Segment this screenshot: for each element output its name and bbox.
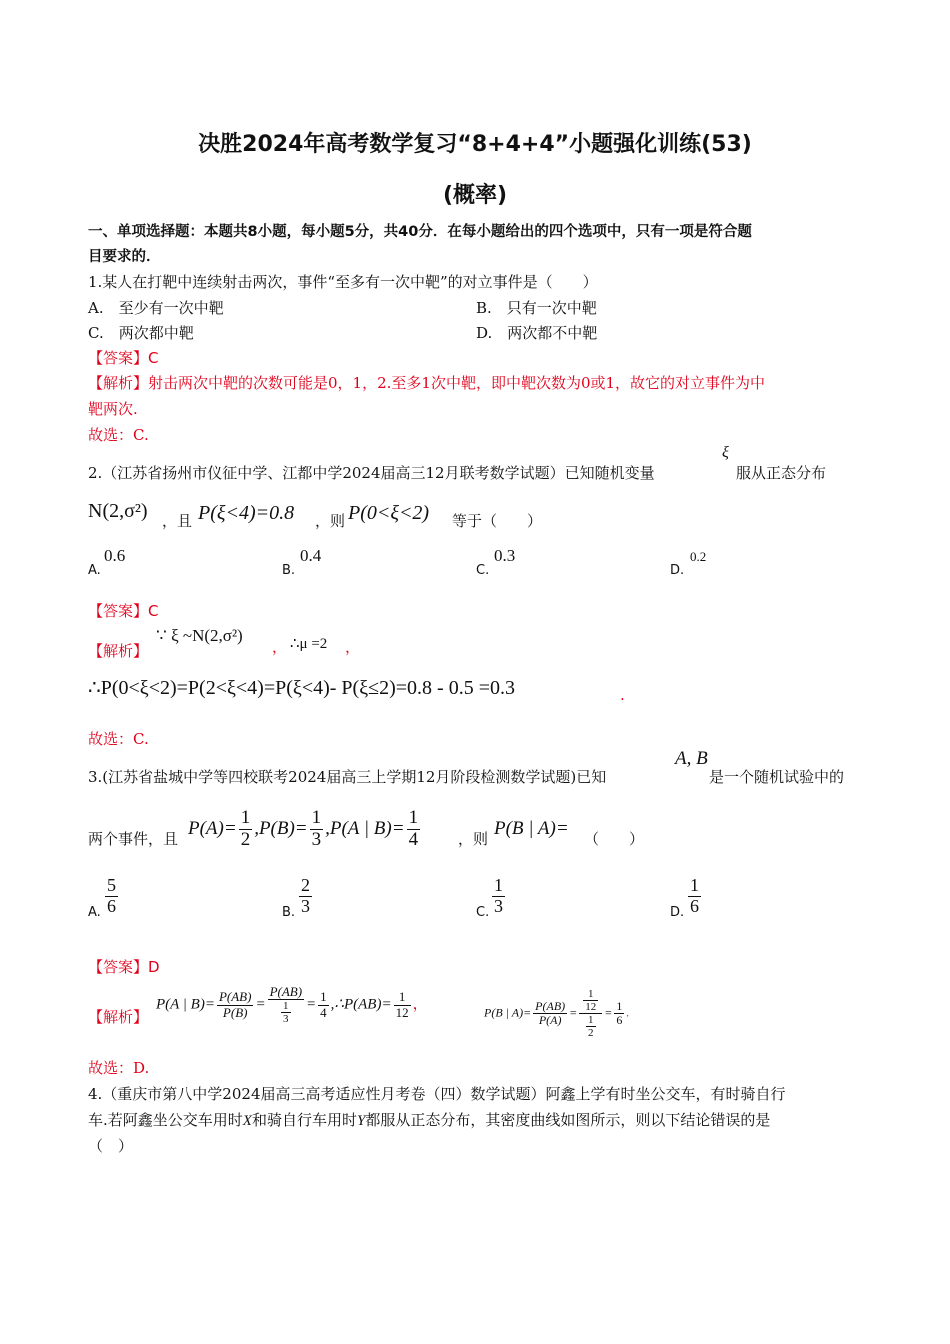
q1-choose: 故选：C. xyxy=(88,426,149,444)
an-frac4 xyxy=(394,990,411,1020)
frac-num: 2 xyxy=(301,875,310,895)
q3-given xyxy=(188,808,422,851)
an-so: ,∴P(AB)= xyxy=(330,996,392,1013)
frac-num: P(AB) xyxy=(218,989,252,1005)
q3-paren: （ ） xyxy=(584,830,645,848)
q2-opt-c-value: 0.3 xyxy=(494,546,516,565)
frac-num xyxy=(579,988,602,1014)
q2-answer xyxy=(88,600,159,621)
q3-choose: 故选：D. xyxy=(88,1059,150,1077)
an2-eq2: = xyxy=(604,1005,613,1020)
page-title: 决胜2024年高考数学复习“8+4+4”小题强化训练(53) xyxy=(198,132,752,157)
an-frac3 xyxy=(318,990,329,1020)
q3-opt-d-frac xyxy=(686,876,703,917)
fraction xyxy=(299,876,312,917)
q3-answer xyxy=(88,956,160,977)
q2-equals: 等于（ ） xyxy=(452,512,543,530)
an-frac1 xyxy=(217,990,253,1020)
q2-stem-b: 服从正态分布 xyxy=(736,464,827,482)
frac-num: 1 xyxy=(394,990,411,1005)
q3-pb: ,P(B)= xyxy=(254,817,308,839)
frac-den: P(A) xyxy=(538,1013,562,1028)
q3-opt-c-frac xyxy=(490,876,507,917)
frac-den: 6 xyxy=(616,1013,623,1028)
an2-eq: = xyxy=(569,1005,578,1020)
answer-value: C xyxy=(148,602,159,620)
q1-option-a: A. 至少有一次中靶 xyxy=(88,299,224,317)
an2-frac3 xyxy=(614,1000,624,1027)
an-eq2: = xyxy=(306,996,317,1013)
frac-den: 3 xyxy=(494,895,503,916)
fraction xyxy=(492,876,505,917)
q2-opt-d-label: D. xyxy=(670,563,685,578)
q4-text-b: 和骑自行车用时 xyxy=(251,1111,357,1129)
frac-den: 3 xyxy=(311,828,322,850)
frac-den: 2 xyxy=(588,1027,594,1040)
answer-value: C xyxy=(148,349,159,367)
q2-choose: 故选：C. xyxy=(88,730,149,748)
frac-den: 12 xyxy=(395,1004,409,1020)
q3-pab: ,P(A | B)= xyxy=(325,817,405,839)
q4-text-a: 车.若阿鑫坐公交车用时 xyxy=(88,1111,243,1129)
q3-pa-frac xyxy=(239,808,253,851)
frac-den: 2 xyxy=(240,828,251,850)
nested-frac xyxy=(583,988,598,1013)
q3-opt-d-label: D. xyxy=(670,905,685,920)
q3-opt-c-label: C. xyxy=(476,905,490,920)
q3-opt-b-label: B. xyxy=(282,905,296,920)
frac-num: 1 xyxy=(408,807,419,828)
q2-analysis-b: ， xyxy=(272,638,288,656)
an2-lhs: P(B | A)= xyxy=(484,1005,532,1020)
frac-num: 1 xyxy=(494,875,503,895)
an-lhs: P(A | B)= xyxy=(156,996,215,1013)
q3-pb-frac xyxy=(310,808,324,851)
q2-opt-b-label: B. xyxy=(282,563,296,578)
an2-frac2 xyxy=(579,988,602,1039)
q2-dist: N(2,σ²) xyxy=(88,500,148,522)
an2-dot: . xyxy=(626,1005,630,1020)
frac-num: 1 xyxy=(283,1000,289,1013)
frac-num: 1 xyxy=(320,989,327,1005)
q1-option-c: C. 两次都中靶 xyxy=(88,324,194,342)
q3-stem-b: 是一个随机试验中的 xyxy=(709,768,845,786)
an-comma: ， xyxy=(412,996,428,1013)
q1-stem: 1.某人在打靶中连续射击两次，事件“至多有一次中靶”的对立事件是（ ） xyxy=(88,273,598,291)
q3-ask: P(B | A)= xyxy=(494,818,569,839)
q4-text-c: 都服从正态分布，其密度曲线如图所示，则以下结论错误的是 xyxy=(365,1111,771,1129)
q3-events: A, B xyxy=(675,748,708,769)
q3-opt-a-frac xyxy=(103,876,120,917)
frac-den: 4 xyxy=(320,1004,327,1020)
q2-ask: P(0<ξ<2) xyxy=(348,502,430,524)
answer-value: D xyxy=(148,958,160,976)
q1-analysis xyxy=(88,372,765,393)
q2-stem xyxy=(88,462,655,483)
q1-option-b: B. 只有一次中靶 xyxy=(476,299,597,317)
section-heading-cont: 目要求的． xyxy=(88,249,161,265)
q2-analysis-c: ∴μ =2 xyxy=(290,636,328,652)
q2-analysis-line2: ∴P(0<ξ<2)=P(2<ξ<4)=P(ξ<4)- P(ξ≤2)=0.8 - 0.5 =0.3 xyxy=(88,677,515,699)
q2-and: ，且 xyxy=(162,512,193,530)
q2-opt-b-value: 0.4 xyxy=(300,546,322,565)
frac-num: 1 xyxy=(588,1014,594,1027)
q4-var-x: X xyxy=(242,1113,252,1129)
frac-num: 1 xyxy=(240,807,251,828)
q3-stem-c: 两个事件，且 xyxy=(88,830,179,848)
frac-den: 4 xyxy=(408,828,419,850)
an2-frac1 xyxy=(533,1000,567,1027)
frac-num: 1 xyxy=(690,875,699,895)
frac-den: P(B) xyxy=(222,1004,248,1020)
analysis-tag: 【解析】 xyxy=(88,374,149,392)
q2-cond: P(ξ<4)=0.8 xyxy=(198,502,295,524)
section-heading: 一、单项选择题：本题共8小题，每小题5分，共40分．在每小题给出的四个选项中，只有一项是符合题 xyxy=(88,224,752,240)
q4-stem: 4.（重庆市第八中学2024届高三高考适应性月考卷（四）数学试题）阿鑫上学有时坐公交车，有时骑自行 xyxy=(88,1085,786,1103)
frac-den: 3 xyxy=(301,895,310,916)
frac-den xyxy=(268,1000,304,1025)
q3-analysis-eq1 xyxy=(156,985,428,1025)
q3-opt-a-label: A. xyxy=(88,905,101,920)
frac-num: 1 xyxy=(311,807,322,828)
q2-analysis-d: ， xyxy=(345,638,361,656)
nested-frac xyxy=(586,1014,596,1039)
q2-analysis-a: ∵ ξ ~N(2,σ²) xyxy=(156,626,243,645)
frac-num: P(AB) xyxy=(535,999,566,1013)
frac-num: 5 xyxy=(107,875,116,895)
q3-then: ，则 xyxy=(458,830,489,848)
q1-analysis-cont: 靶两次. xyxy=(88,400,138,418)
frac-den: 12 xyxy=(585,1001,597,1014)
q3-analysis-eq2 xyxy=(484,988,629,1039)
q2-analysis-dot: . xyxy=(620,686,625,704)
q3-opt-b-frac xyxy=(297,876,314,917)
q3-stem-a: 3.(江苏省盐城中学等四校联考2024届高三上学期12月阶段检测数学试题)已知 xyxy=(88,768,607,786)
frac-num: 1 xyxy=(583,988,598,1001)
frac-den: 6 xyxy=(690,895,699,916)
q1-option-d: D. 两次都不中靶 xyxy=(476,324,598,342)
frac-den xyxy=(579,1014,602,1039)
frac-den: 3 xyxy=(283,1013,289,1026)
answer-tag: 【答案】 xyxy=(88,602,149,620)
q4-paren: （ ） xyxy=(88,1137,134,1155)
q2-analysis-tag: 【解析】 xyxy=(88,642,149,660)
q2-opt-c-label: C. xyxy=(476,563,490,578)
analysis-text: 射击两次中靶的次数可能是0，1，2.至多1次中靶，即中靶次数为0或1，故它的对立事件为中 xyxy=(148,374,766,392)
an-eq1: = xyxy=(255,996,266,1013)
answer-tag: 【答案】 xyxy=(88,349,149,367)
page-subtitle: (概率) xyxy=(442,183,508,208)
q2-opt-a-label: A. xyxy=(88,563,101,578)
q2-then: ，则 xyxy=(315,512,346,530)
frac-num: 1 xyxy=(616,999,623,1013)
answer-tag: 【答案】 xyxy=(88,958,149,976)
q3-pab-frac xyxy=(407,808,421,851)
q4-stem-cont xyxy=(88,1109,770,1130)
q2-opt-d-value: 0.2 xyxy=(690,549,707,564)
frac-num: P(AB) xyxy=(269,984,303,999)
q2-opt-a-value: 0.6 xyxy=(104,546,126,565)
fraction xyxy=(688,876,701,917)
q1-answer xyxy=(88,347,159,368)
q3-analysis-tag: 【解析】 xyxy=(88,1008,149,1026)
q2-xi: ξ xyxy=(722,444,729,461)
q2-stem-a: 2.（江苏省扬州市仪征中学、江都中学2024届高三12月联考数学试题）已知随机变量 xyxy=(88,464,655,482)
nested-frac xyxy=(281,1000,291,1025)
an-frac2 xyxy=(268,985,304,1025)
q4-var-y: Y xyxy=(356,1113,366,1129)
q3-pa: P(A)= xyxy=(188,817,237,839)
frac-den: 6 xyxy=(107,895,116,916)
fraction xyxy=(105,876,118,917)
